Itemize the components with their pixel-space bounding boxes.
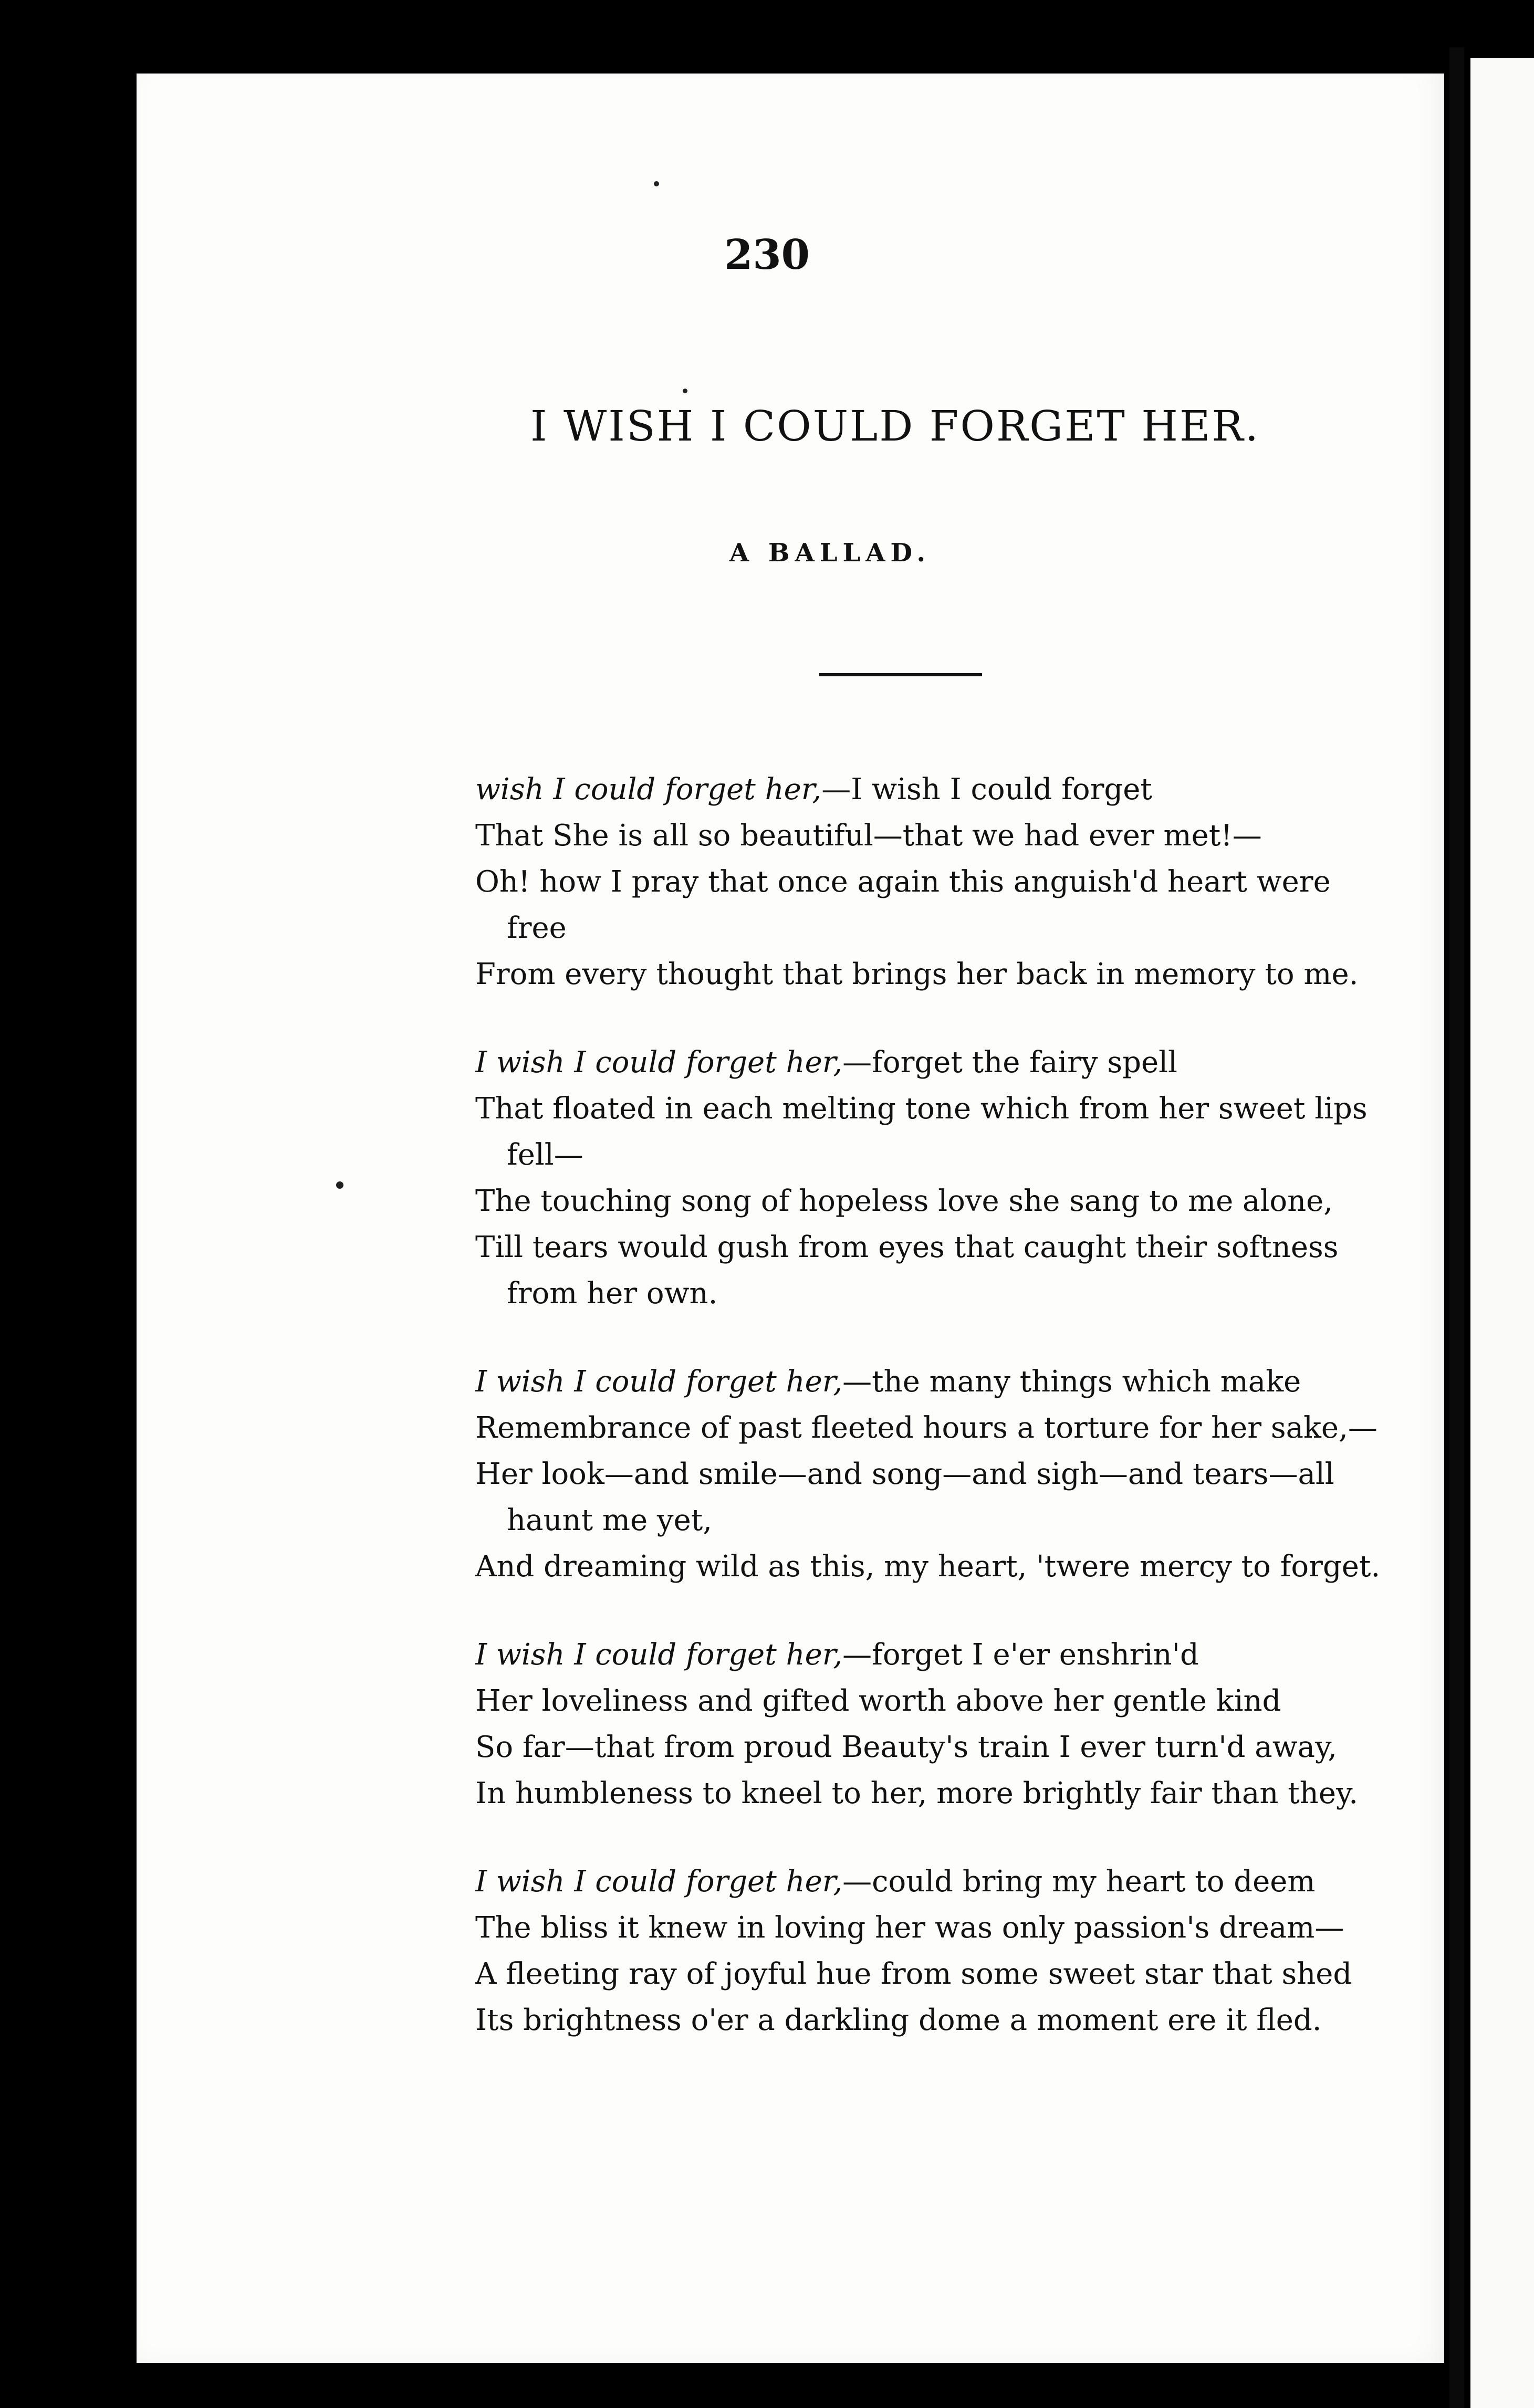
poem-line <box>475 1224 1384 1271</box>
poem-line <box>475 1451 1384 1498</box>
line-text: —forget I e'er enshrin'd <box>842 1638 1199 1672</box>
poem-line <box>475 951 1384 998</box>
refrain-italic: I wish I could forget her, <box>475 1638 843 1672</box>
scan-speck <box>683 389 687 393</box>
poem-subtitle: A BALLAD. <box>729 538 931 568</box>
poem-line <box>475 1359 1384 1405</box>
poem-line <box>475 1405 1384 1451</box>
line-text: Her loveliness and gifted worth above her gentle kind <box>475 1684 1281 1718</box>
line-text: Oh! how I pray that once again this anguish'd heart were <box>475 865 1331 899</box>
poem-title: I WISH I COULD FORGET HER. <box>530 402 1260 451</box>
line-text: A fleeting ray of joyful hue from some sweet star that shed <box>475 1957 1352 1991</box>
line-text: In humbleness to kneel to her, more brightly fair than they. <box>475 1776 1359 1810</box>
poem-line <box>475 1678 1384 1724</box>
line-text: —the many things which make <box>842 1365 1301 1399</box>
poem-line <box>475 1905 1384 1951</box>
poem-line <box>475 1132 1384 1178</box>
ragged-edge-top <box>121 53 1449 74</box>
line-text: Its brightness o'er a darkling dome a moment ere it fled. <box>475 2003 1322 2037</box>
poem-line <box>475 1498 1384 1544</box>
stanza <box>475 1359 1384 1590</box>
stanza <box>475 767 1384 998</box>
poem-line <box>475 859 1384 905</box>
poem-line <box>475 1771 1384 1817</box>
poem-line <box>475 1040 1384 1086</box>
line-text: And dreaming wild as this, my heart, 'twere mercy to forget. <box>475 1550 1381 1584</box>
line-text: From every thought that brings her back in memory to me. <box>475 957 1359 991</box>
scan-speck <box>336 1181 343 1189</box>
poem-line <box>475 1859 1384 1905</box>
adjacent-page-edge <box>1470 58 1534 2408</box>
line-text: haunt me yet, <box>507 1503 713 1537</box>
line-text: The touching song of hopeless love she sang to me alone, <box>475 1184 1333 1218</box>
stanza <box>475 1632 1384 1817</box>
poem-line <box>475 1632 1384 1678</box>
refrain-italic: I wish I could forget her, <box>475 1365 843 1399</box>
poem-line <box>475 1178 1384 1224</box>
poem-line <box>475 1997 1384 2044</box>
refrain-italic: I wish I could forget her, <box>475 1865 843 1899</box>
poem-line <box>475 1951 1384 1997</box>
poem-line <box>475 813 1384 859</box>
ragged-edge-left <box>121 53 137 2373</box>
line-text: Her look—and smile—and song—and sigh—and tears—all <box>475 1457 1334 1491</box>
refrain-italic: wish I could forget her, <box>475 772 822 807</box>
stanza <box>475 1040 1384 1317</box>
refrain-italic: I wish I could forget her, <box>475 1045 843 1080</box>
scan-speck <box>654 181 659 186</box>
ragged-edge-bottom <box>121 2363 1449 2408</box>
poem-body <box>475 767 1384 2086</box>
line-text: That floated in each melting tone which from her sweet lips <box>475 1092 1368 1126</box>
line-text: fell— <box>507 1138 583 1172</box>
line-text: —I wish I could forget <box>821 772 1152 807</box>
poem-line <box>475 1724 1384 1771</box>
poem-line <box>475 767 1384 813</box>
line-text: from her own. <box>507 1276 718 1311</box>
line-text: —forget the fairy spell <box>842 1045 1177 1080</box>
line-text: —could bring my heart to deem <box>842 1865 1316 1899</box>
poem-line <box>475 1544 1384 1590</box>
line-text: Remembrance of past fleeted hours a torture for her sake,— <box>475 1411 1378 1445</box>
line-text: So far—that from proud Beauty's train I ever turn'd away, <box>475 1730 1338 1764</box>
poem-line <box>475 1271 1384 1317</box>
stanza <box>475 1859 1384 2044</box>
poem-line <box>475 905 1384 951</box>
line-text: The bliss it knew in loving her was only passion's dream— <box>475 1911 1344 1945</box>
page-number: 230 <box>724 231 810 279</box>
page-fold <box>1449 47 1464 2408</box>
line-text: free <box>507 911 567 945</box>
line-text: Till tears would gush from eyes that caught their softness <box>475 1230 1339 1264</box>
title-divider-rule <box>819 673 982 676</box>
poem-line <box>475 1086 1384 1132</box>
line-text: That She is all so beautiful—that we had ever met!— <box>475 819 1262 853</box>
